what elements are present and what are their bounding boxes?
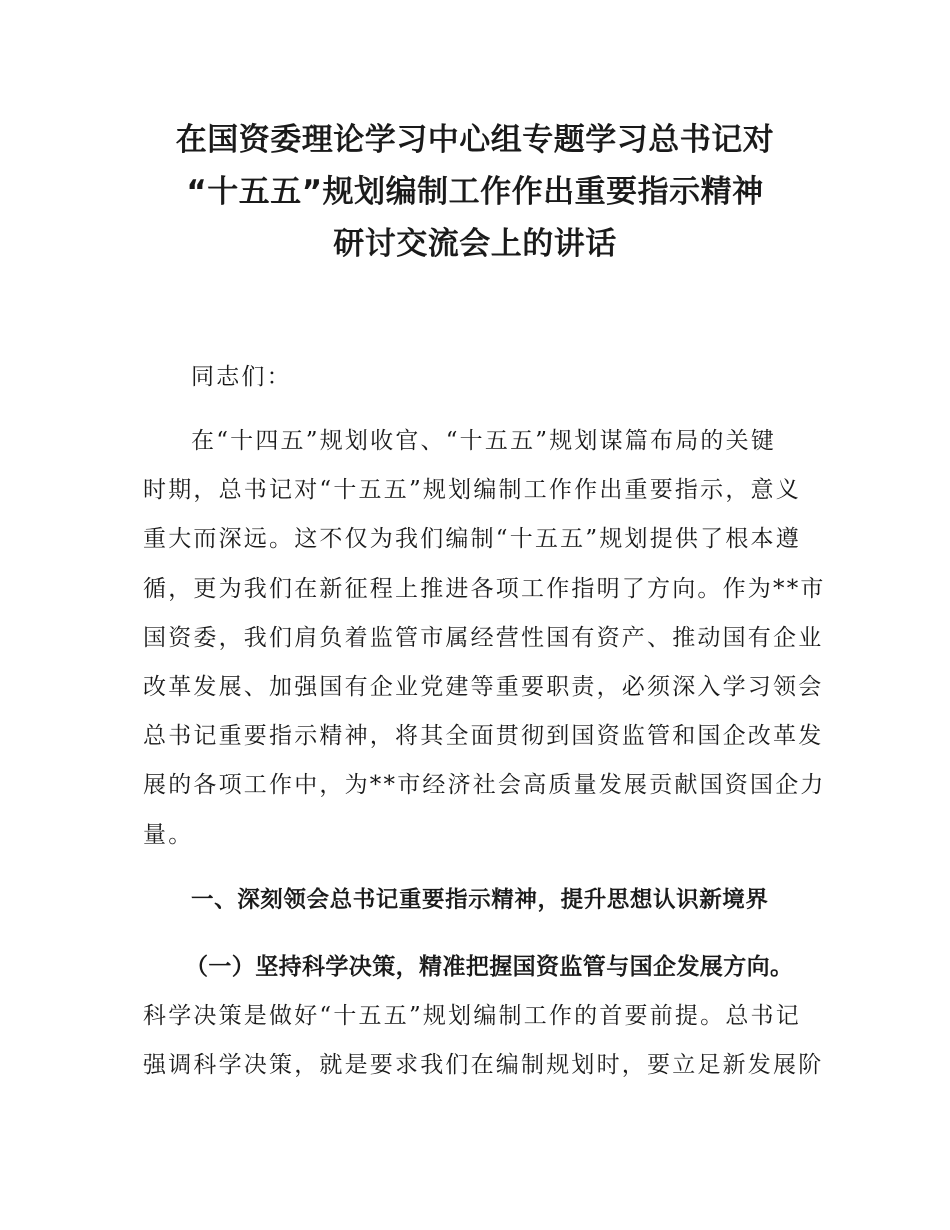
title-line: “十五五”规划编制工作作出重要指示精神: [186, 174, 764, 210]
section-paragraph: [143, 943, 823, 1091]
paragraph-line: 展的各项工作中，为**市经济社会高质量发展贡献国资国企力: [143, 772, 826, 799]
paragraph-line: 科学决策是做好“十五五”规划编制工作的首要前提。总书记: [143, 1003, 801, 1030]
greeting-paragraph: [143, 353, 823, 402]
title-line: 在国资委理论学习中心组专题学习总书记对: [175, 122, 775, 158]
paragraph-line: 时期，总书记对“十五五”规划编制工作作出重要指示，意义: [143, 477, 801, 504]
paragraph-line: 总书记重要指示精神，将其全面贯彻到国资监管和国企改革发: [143, 723, 824, 750]
greeting-text: 同志们：: [191, 364, 292, 390]
paragraph-line: 重大而深远。这不仅为我们编制“十五五”规划提供了根本遵: [143, 526, 801, 553]
paragraph-line: 循，更为我们在新征程上推进各项工作指明了方向。作为**市: [143, 575, 826, 602]
paragraph-line: 强调科学决策，就是要求我们在编制规划时，要立足新发展阶: [143, 1052, 824, 1079]
paragraph-line: 量。: [143, 821, 194, 848]
intro-paragraph: [143, 417, 826, 860]
paragraph-line: 国资委，我们肩负着监管市属经营性国有资产、推动国有企业: [143, 624, 824, 651]
subsection-heading-line: [143, 943, 823, 992]
paragraph-line: 在“十四五”规划收官、“十五五”规划谋篇布局的关键: [191, 428, 777, 454]
document-title: [100, 114, 850, 270]
title-line: 研讨交流会上的讲话: [333, 226, 617, 262]
paragraph-line: 改革发展、加强国有企业党建等重要职责，必须深入学习领会: [143, 673, 824, 700]
section-heading: 一、深刻领会总书记重要指示精神，提升思想认识新境界: [191, 887, 769, 913]
subsection-heading: （一）坚持科学决策，精准把握国资监管与国企发展方向。: [185, 954, 794, 980]
